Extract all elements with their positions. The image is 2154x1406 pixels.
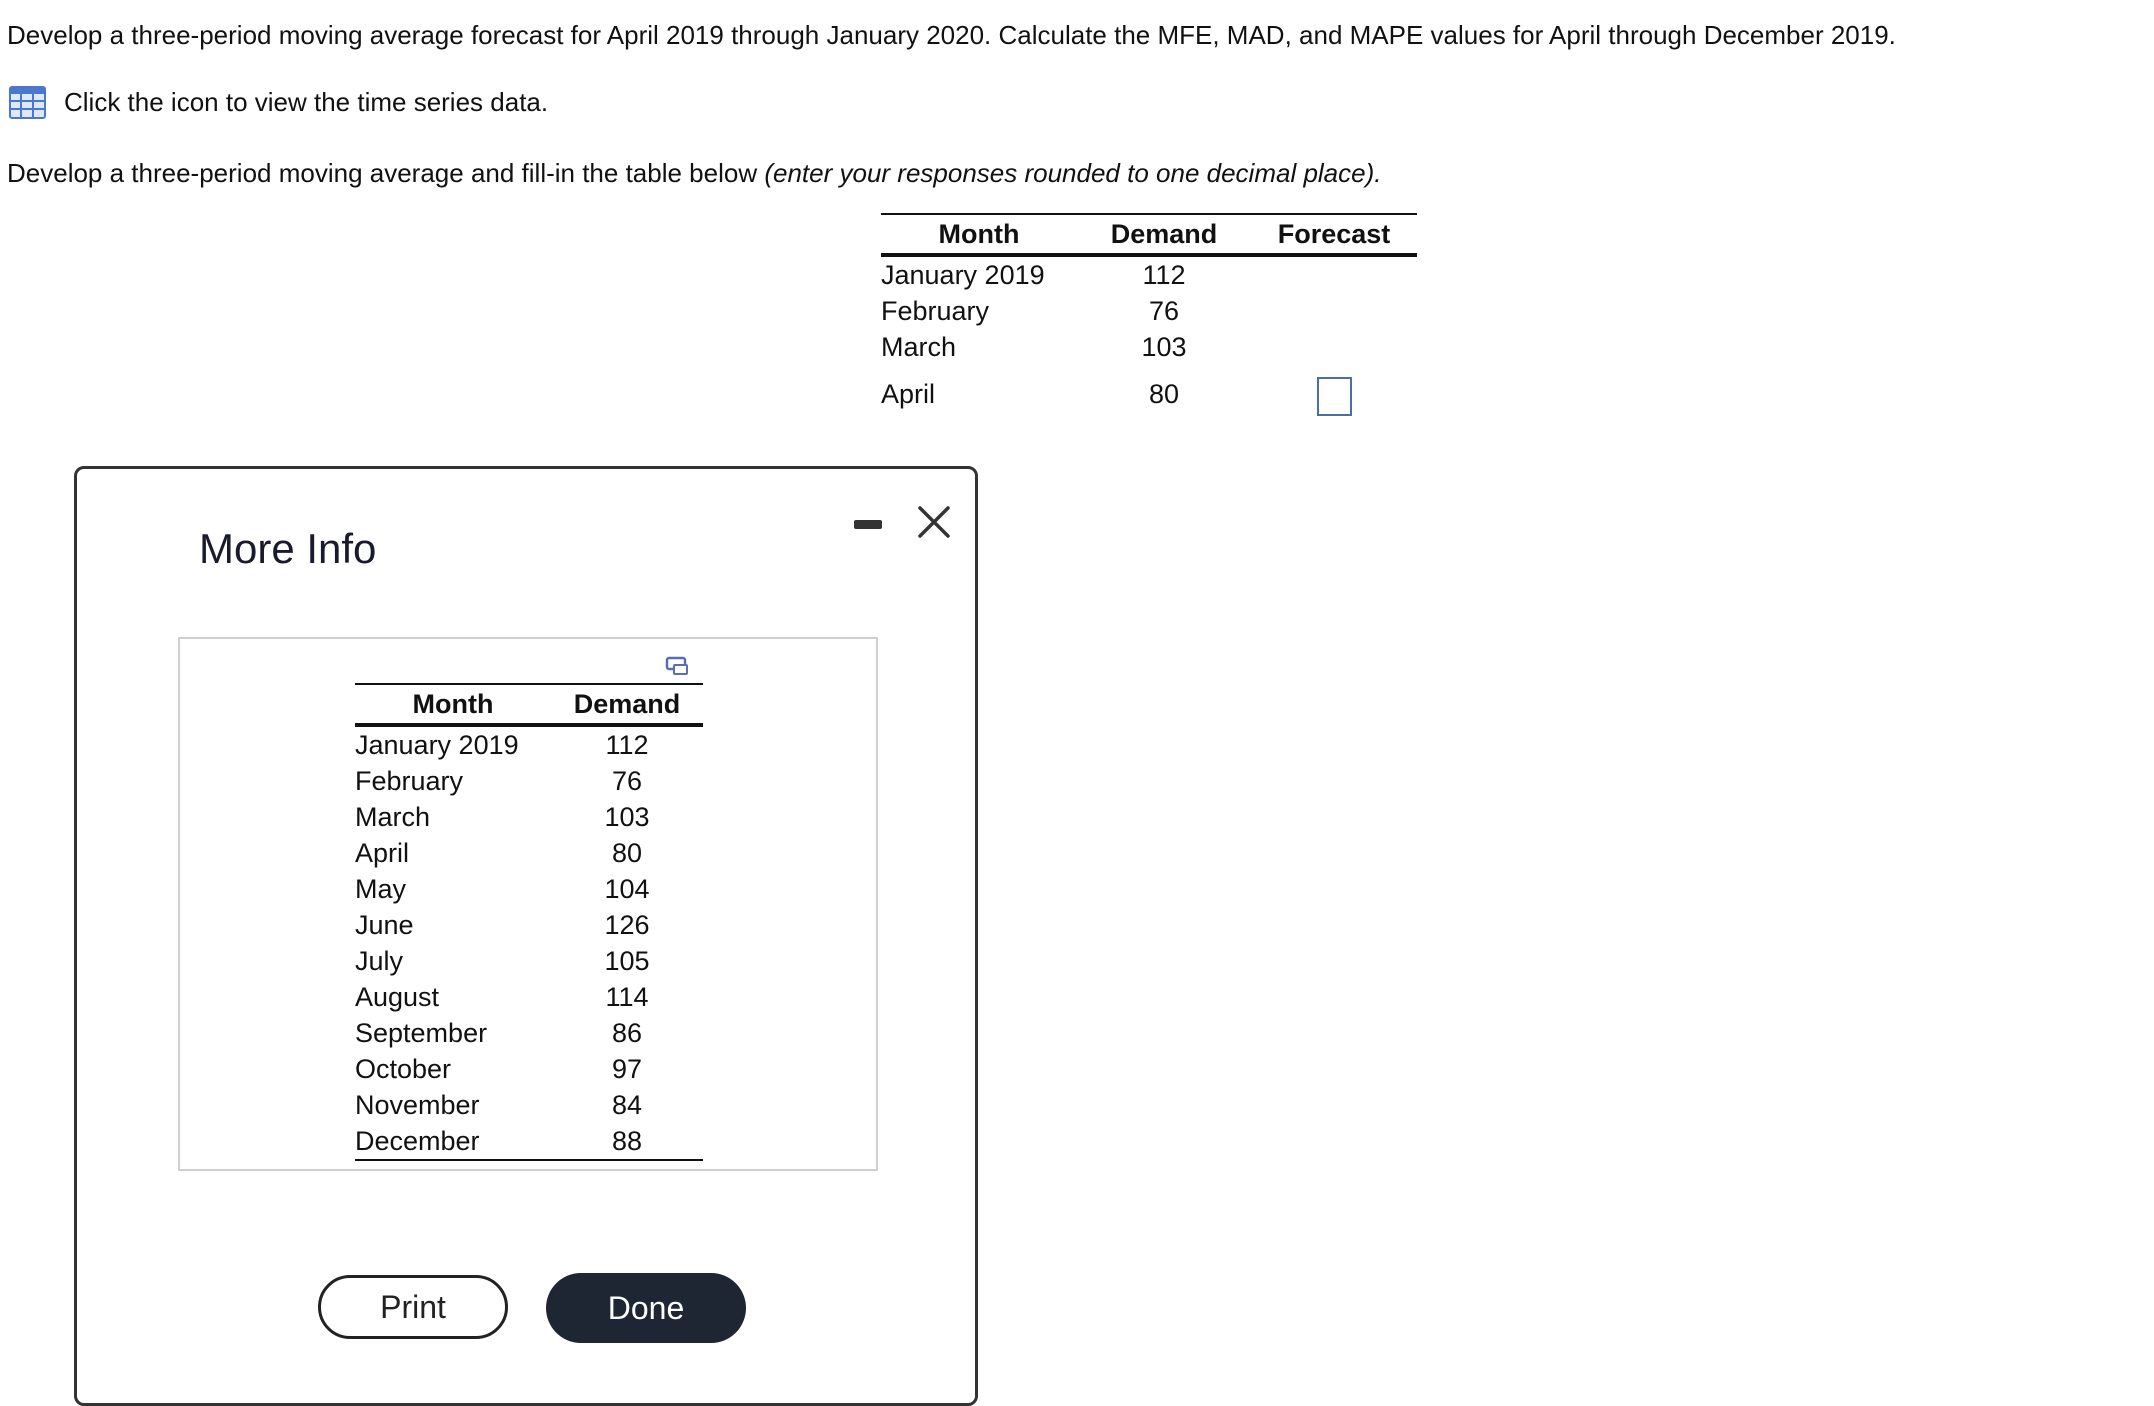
dialog-title: More Info	[199, 525, 377, 572]
cell-month: April	[355, 837, 410, 868]
table-row	[355, 907, 703, 943]
table-row	[355, 763, 703, 799]
table-row	[355, 725, 703, 763]
cell-demand: 76	[611, 765, 643, 796]
cell-month: March	[881, 331, 957, 362]
cell-forecast	[1251, 293, 1417, 329]
cell-month: June	[355, 909, 414, 940]
cell-month: January 2019	[355, 729, 519, 760]
cell-forecast	[1251, 255, 1417, 293]
forecast-table	[881, 213, 1417, 423]
cell-month: January 2019	[881, 259, 1045, 290]
info-header-demand: Demand	[573, 688, 681, 719]
cell-month: October	[355, 1053, 452, 1084]
grid-table-icon[interactable]	[9, 86, 46, 119]
cell-month: November	[355, 1089, 480, 1120]
table-row	[355, 799, 703, 835]
print-button[interactable]: Print	[318, 1275, 508, 1339]
header-demand: Demand	[1110, 218, 1218, 249]
header-forecast: Forecast	[1277, 218, 1391, 249]
cell-demand: 80	[1148, 378, 1180, 409]
cell-demand: 80	[611, 837, 643, 868]
table-row	[881, 365, 1417, 423]
cell-demand: 126	[604, 909, 650, 940]
instruction-plain: Develop a three-period moving average and fill-in the table below	[7, 158, 765, 188]
cell-month: August	[355, 981, 440, 1012]
minimize-icon[interactable]	[854, 520, 882, 529]
cell-demand: 86	[611, 1017, 643, 1048]
info-header-month: Month	[412, 688, 494, 719]
cell-demand: 103	[1141, 331, 1187, 362]
instruction-text	[7, 158, 1381, 189]
cell-month: February	[881, 295, 990, 326]
table-row	[355, 871, 703, 907]
table-row	[355, 1087, 703, 1123]
table-row	[355, 1051, 703, 1087]
cell-month: February	[355, 765, 464, 796]
cell-demand: 104	[604, 873, 650, 904]
table-row	[881, 293, 1417, 329]
cell-demand: 76	[1148, 295, 1180, 326]
cell-demand: 84	[611, 1089, 643, 1120]
question-text: Develop a three-period moving average forecast for April 2019 through January 2020. Calculate the MFE, MAD, and MAPE values for April through December 2019.	[7, 20, 1896, 50]
instruction-italic: (enter your responses rounded to one decimal place).	[764, 158, 1382, 188]
table-row	[881, 255, 1417, 293]
cell-month: April	[881, 378, 936, 409]
header-month: Month	[938, 218, 1020, 249]
more-info-dialog	[74, 466, 978, 1406]
table-row	[355, 835, 703, 871]
cell-demand: 88	[611, 1125, 643, 1156]
close-icon[interactable]	[917, 505, 951, 544]
cell-demand: 114	[605, 981, 649, 1012]
table-row	[355, 979, 703, 1015]
cell-forecast	[1251, 329, 1417, 365]
cell-month: December	[355, 1125, 480, 1156]
table-row	[881, 329, 1417, 365]
cell-month: March	[355, 801, 431, 832]
cell-demand: 97	[611, 1053, 643, 1084]
table-row	[355, 1015, 703, 1051]
data-link-text[interactable]: Click the icon to view the time series data.	[64, 87, 549, 117]
copy-table-icon[interactable]	[665, 655, 691, 684]
cell-demand: 112	[605, 729, 649, 760]
data-panel	[178, 637, 878, 1171]
time-series-table	[355, 683, 703, 1161]
table-row	[355, 1123, 703, 1160]
done-button[interactable]: Done	[546, 1273, 746, 1343]
cell-demand: 112	[1142, 259, 1186, 290]
forecast-table-wrapper	[881, 213, 1417, 423]
cell-month: September	[355, 1017, 488, 1048]
cell-month: July	[355, 945, 404, 976]
data-link-row[interactable]	[9, 86, 548, 119]
cell-demand: 103	[604, 801, 650, 832]
cell-forecast	[1251, 365, 1417, 423]
cell-demand: 105	[604, 945, 650, 976]
forecast-april-input[interactable]	[1317, 377, 1352, 416]
table-row	[355, 943, 703, 979]
cell-month: May	[355, 873, 407, 904]
